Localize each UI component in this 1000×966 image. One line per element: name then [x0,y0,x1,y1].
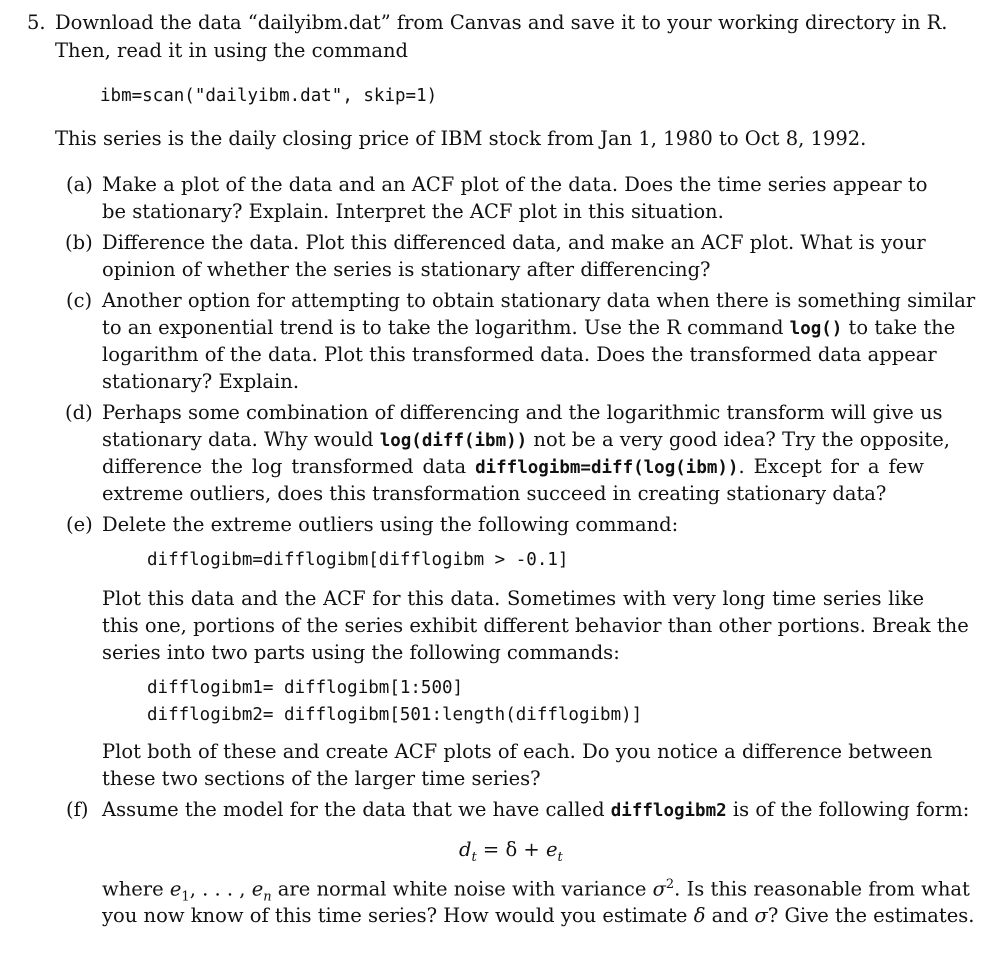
part-e-para2-line-1: Plot both of these and create ACF plots of each. Do you notice a difference between [102,740,933,763]
part-b-line-2: opinion of whether the series is stationary after differencing? [102,258,711,281]
part-e-para2-line-2: these two sections of the larger time series? [102,767,541,790]
part-f-line-2-b: are normal white noise with variance [271,877,653,901]
code-delete-outliers: difflogibm=difflogibm[difflogibm > -0.1] [147,550,569,570]
part-d-line-2-pre: stationary data. Why would [102,428,380,451]
eq-sub-t2: t [557,849,563,865]
e1-subscript: 1 [181,889,190,905]
part-f-line-1 [102,798,969,821]
part-c-line-4: stationary? Explain. [102,370,300,393]
eq-d: d [459,838,472,861]
part-a-line-1: Make a plot of the data and an ACF plot of the data. Does the time series appear to [102,173,928,196]
intro-line-2: Then, read it in using the command [55,39,408,62]
eq-mid: = δ + [476,838,546,861]
part-c-line-2-post: to take the [842,316,956,339]
ellipsis: , . . . , [189,877,252,901]
part-b-label: (b) [65,231,93,254]
delta-symbol: δ [693,904,706,927]
part-f-label: (f) [66,798,89,821]
part-d-line-2 [102,428,951,451]
part-b-line-1: Difference the data. Plot this differenced data, and make an ACF plot. What is your [102,231,926,254]
part-d-line-3-post: . Except for a few [738,455,924,478]
code-read-command: ibm=scan("dailyibm.dat", skip=1) [100,86,438,106]
log-code: log() [789,319,843,339]
part-e-para-line-3: series into two parts using the following commands: [102,641,620,664]
part-f-line-1-post: is of the following form: [726,798,970,821]
part-d-line-3 [102,455,924,478]
problem-number: 5. [27,11,46,34]
log-diff-code: log(diff(ibm)) [379,431,528,451]
part-c-line-3: logarithm of the data. Plot this transformed data. Does the transformed data appear [102,343,937,366]
part-c-line-2-pre: to an exponential trend is to take the logarithm. Use the R command [102,316,790,339]
part-e-para-line-1: Plot this data and the ACF for this data. Sometimes with very long time series like [102,587,924,610]
eq-sub-t: t [471,849,477,865]
model-equation [459,838,563,865]
part-e-line-1: Delete the extreme outliers using the following command: [102,513,679,536]
part-f-line-2-a: where [102,877,170,901]
intro-line-1: Download the data “dailyibm.dat” from Canvas and save it to your working directory in R. [55,11,948,34]
sigma-squared: 2 [665,877,675,892]
difflogibm2-code: difflogibm2 [610,801,727,821]
part-d-line-4: extreme outliers, does this transformation succeed in creating stationary data? [102,482,887,505]
part-d-line-1: Perhaps some combination of differencing and the logarithmic transform will give us [102,401,943,424]
part-d-label: (d) [65,401,93,424]
part-f-line-2 [102,877,970,905]
part-e-para-line-2: this one, portions of the series exhibit different behavior than other portions. Break the [102,614,969,637]
code-split-part-1: difflogibm1= difflogibm[1:500] [147,678,464,698]
part-d-line-2-post: not be a very good idea? Try the opposite, [527,428,951,451]
part-f-line-3-b: ? Give the estimates. [767,904,975,927]
e1-symbol: e [169,877,182,901]
part-a-line-2: be stationary? Explain. Interpret the ACF plot in this situation. [102,200,724,223]
part-f-line-3-and: and [705,904,755,927]
part-f-line-1-pre: Assume the model for the data that we have called [102,798,611,821]
part-f-line-2-c: . Is this reasonable from what [674,877,970,901]
part-f-line-3 [102,904,975,927]
en-symbol: e [251,877,264,901]
part-c-line-2 [102,316,956,339]
part-a-label: (a) [66,173,93,196]
part-e-label: (e) [66,513,93,536]
part-d-line-3-pre: difference the log transformed data [102,455,476,478]
difflogibm-code: difflogibm=diff(log(ibm)) [475,458,739,478]
code-split-part-2: difflogibm2= difflogibm[501:length(difflogibm)] [147,705,643,725]
part-c-label: (c) [66,289,93,312]
part-f-line-3-a: you now know of this time series? How would you estimate [102,904,694,927]
part-c-line-1: Another option for attempting to obtain stationary data when there is something similar [102,289,976,312]
series-description: This series is the daily closing price of IBM stock from Jan 1, 1980 to Oct 8, 1992. [55,127,867,150]
en-subscript: n [263,889,272,905]
sigma-symbol: σ [652,877,666,901]
sigma-symbol-2: σ [754,904,768,927]
eq-e: e [545,838,558,861]
